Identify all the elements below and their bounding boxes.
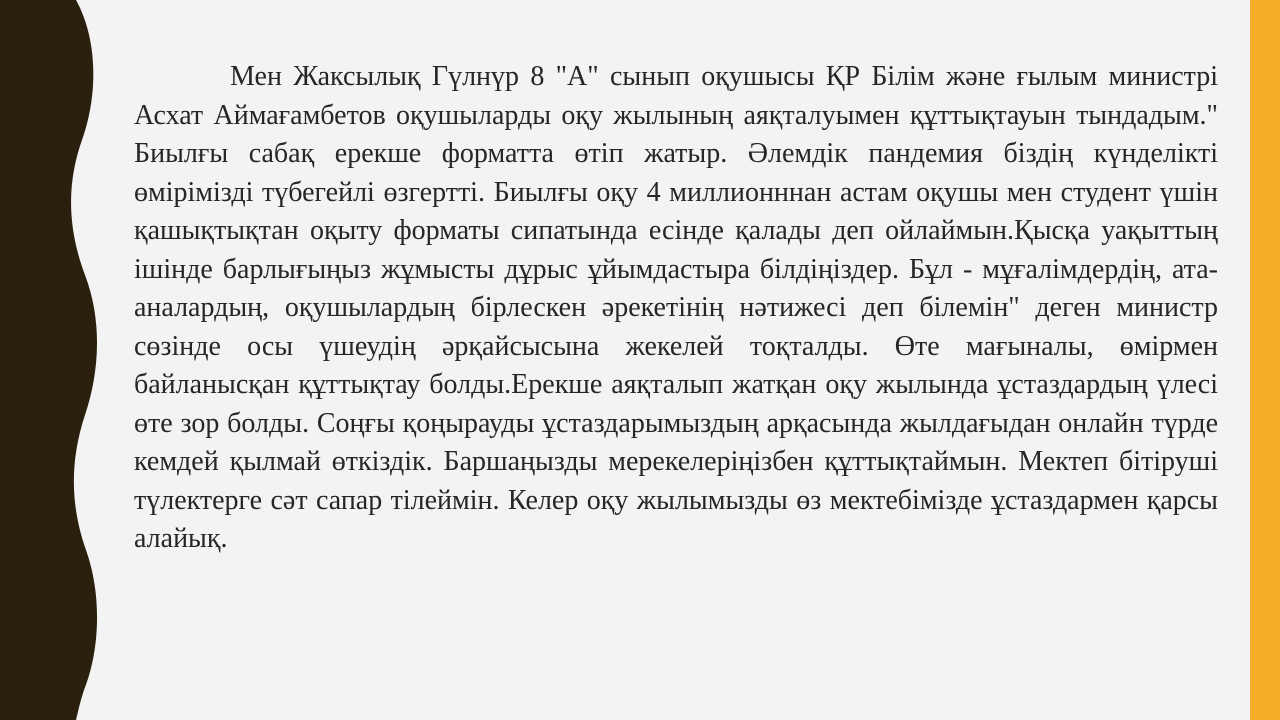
left-wave-decoration xyxy=(0,0,110,720)
left-wave-shape xyxy=(0,0,97,720)
right-accent-bar-fill xyxy=(1250,0,1280,720)
right-accent-bar xyxy=(1250,0,1280,720)
body-paragraph: Мен Жаксылық Гүлнүр 8 "А" сынып оқушысы ҚР Білім және ғылым министрі Асхат Аймағамбетов оқушыларды оқу жылының аяқталуымен құттықтауын тындадым." Биылғы сабақ ерекше форматта өтіп жатыр. Әлемдік пандемия біздің күнделікті өмірімізді түбегейлі өзгертті. Биылғы оқу 4 миллионннан астам оқушы мен студент үшін қашықтықтан оқыту форматы сипатында есінде қалады деп ойлаймын.Қысқа уақыттың ішінде барлығыңыз жұмысты дұрыс ұйымдастыра білдіңіздер. Бұл - мұғалімдердің, ата-аналардың, оқушылардың бірлескен әрекетінің нәтижесі деп білемін" деген министр сөзінде осы үшеудің әрқайсысына жекелей тоқталды. Өте мағыналы, өмірмен байланысқан құттықтау болды.Ерекше аяқталып жатқан оқу жылында ұстаздардың үлесі өте зор болды. Соңғы қоңырауды ұстаздарымыздың арқасында жылдағыдан онлайн түрде кемдей қылмай өткіздік. Баршаңызды мерекелеріңізбен құттықтаймын. Мектеп бітіруші түлектерге сәт сапар тілеймін. Келер оқу жылымызды өз мектебімізде ұстаздармен қарсы алайық. xyxy=(134,61,1218,554)
